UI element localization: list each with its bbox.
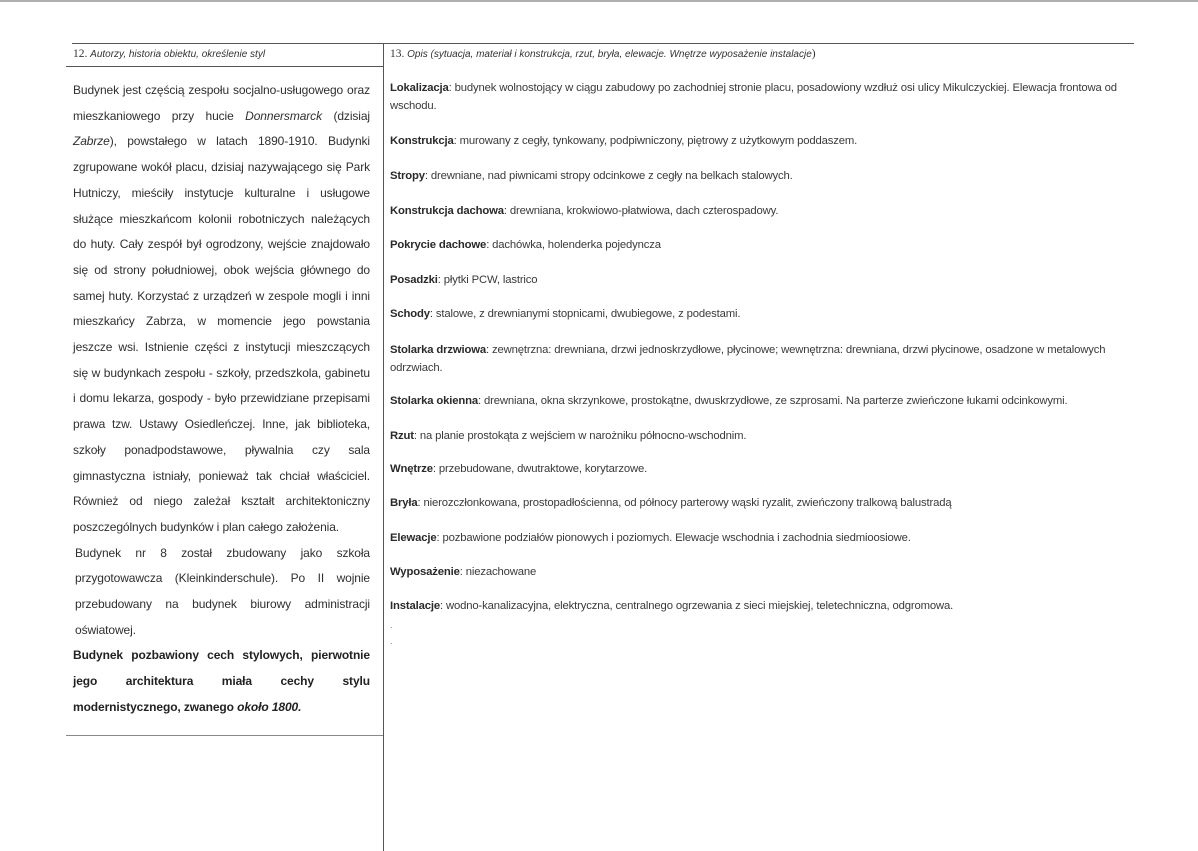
entry-value: : murowany z cegły, tynkowany, podpiwniczony, piętrowy z użytkowym poddaszem. (453, 135, 858, 147)
entry-label: Stolarka okienna (390, 395, 479, 407)
left-column-header (73, 48, 265, 60)
entry-label: Konstrukcja dachowa (390, 205, 504, 217)
entry-value: : niezachowane (459, 566, 537, 578)
right-column-header (390, 48, 816, 60)
description-entry (390, 133, 1135, 151)
history-paragraph (73, 78, 370, 541)
trailing-dot: . (390, 636, 393, 646)
top-rule (72, 43, 1134, 44)
entry-value: : wodno-kanalizacyjna, elektryczna, centralnego ogrzewania z sieci miejskiej, teletechniczna, odgromowa. (440, 600, 954, 612)
description-entry (390, 272, 1135, 290)
left-column-title: Autorzy, historia obiektu, określenie styl (90, 49, 266, 60)
entry-value: : zewnętrzna: drewniana, drzwi jednoskrzydłowe, płycinowe; wewnętrzna: drewniana, drzwi płycinowe, osadzone w metalowych odrzwiach. (390, 344, 1106, 374)
description-entry (390, 564, 1135, 582)
entry-label: Wyposażenie (390, 566, 460, 578)
building-history-paragraph: Budynek nr 8 został zbudowany jako szkoła przygotowawcza (Kleinkinderschule). Po II wojnie przebudowany na budynek biurowy administracji oświatowej. (75, 545, 370, 637)
entry-label: Posadzki (390, 274, 438, 286)
entry-label: Konstrukcja (390, 135, 454, 147)
history-text-segment: ), powstałego w latach 1890-1910. Budynki zgrupowane wokół placu, dzisiaj nazywającego się Park Hutniczy, mieściły instytucje kulturalne i usługowe służące mieszkańcom kolonii robotniczych należących do huty. Cały zespół był ogrodzony, wejście znajdowało się od strony południowej, obok wejścia głównego do samej huty. Korzystać z urządzeń w zespole mogli i inni mieszkańcy Zabrza, w momencie jego powstania jeszcze wsi. Istnienie części z instytucji mieszczących się w budynkach zespołu - szkoły, przedszkola, gabinetu i domu lekarza, gospody - było przewidziane przepisami prawa tzw. Ustawy Osiedleńczej. Inne, jak biblioteka, szkoły ponadpodstawowe, pływalnia czy sala gimnastyczna istniały, ponieważ tak chciał właściciel. Również od niego zależał kształt architektoniczny poszczególnych budynków i plan całego założenia. (73, 134, 370, 534)
description-entry (390, 237, 1135, 255)
description-entry (390, 598, 1135, 616)
history-text-segment: Budynek jest częścią zespołu socjalno-usługowego oraz mieszkaniowego przy hucie (73, 83, 370, 123)
entry-value: : płytki PCW, lastrico (437, 274, 538, 286)
history-text-italic: Donnersmarck (245, 108, 322, 123)
style-text: Budynek pozbawiony cech stylowych, pierwotnie jego architektura miała cechy stylu modernistycznego, zwanego (73, 648, 370, 714)
right-column-title-close: ) (811, 48, 816, 60)
entry-value: : budynek wolnostojący w ciągu zabudowy po zachodniej stronie placu, posadowiony wzdłuż osi ulicy Mikulczyckiej. Elewacja frontowa od wschodu. (390, 82, 1117, 112)
description-entry (390, 461, 1135, 479)
description-entry (390, 530, 1135, 548)
description-entry (390, 495, 1135, 513)
style-text-italic: około 1800. (237, 699, 302, 714)
column-divider (383, 43, 384, 851)
entry-label: Rzut (390, 430, 414, 442)
description-entry (390, 342, 1135, 377)
style-paragraph (73, 643, 370, 720)
history-text-italic: Zabrze (73, 134, 110, 149)
description-entry (390, 80, 1135, 115)
left-header-rule (66, 66, 383, 67)
trailing-dot: . (390, 620, 393, 630)
entry-value: : nierozczłonkowana, prostopadłościenna, od północy parterowy wąski ryzalit, zwieńczony tralkową balustradą (417, 497, 952, 509)
entry-label: Bryła (390, 497, 418, 509)
entry-label: Schody (390, 308, 430, 320)
entry-value: : drewniana, krokwiowo-płatwiowa, dach czterospadowy. (503, 205, 779, 217)
entry-label: Instalacje (390, 600, 440, 612)
right-column-number: 13. (390, 48, 405, 60)
entry-label: Stropy (390, 170, 425, 182)
entry-value: : przebudowane, dwutraktowe, korytarzowe. (432, 463, 648, 475)
entry-value: : na planie prostokąta z wejściem w narożniku północno-wschodnim. (413, 430, 747, 442)
right-column-title: Opis (sytuacja, materiał i konstrukcja, rzut, bryła, elewacje. Wnętrze wyposażenie instalacje (407, 49, 812, 60)
description-entry (390, 168, 1135, 186)
left-bottom-rule (66, 735, 383, 736)
history-text (73, 78, 370, 721)
left-column-number: 12. (73, 48, 88, 60)
entry-label: Wnętrze (390, 463, 433, 475)
description-entry (390, 306, 1135, 324)
entry-value: : drewniana, okna skrzynkowe, prostokątne, dwuskrzydłowe, ze szprosami. Na parterze zwieńczone łukami odcinkowymi. (478, 395, 1068, 407)
entry-value: : dachówka, holenderka pojedyncza (486, 239, 661, 251)
entry-label: Stolarka drzwiowa (390, 344, 487, 356)
entry-value: : drewniane, nad piwnicami stropy odcinkowe z cegły na belkach stalowych. (424, 170, 793, 182)
description-entry (390, 393, 1135, 411)
entry-value: : stalowe, z drewnianymi stopnicami, dwubiegowe, z podestami. (429, 308, 741, 320)
description-entry (390, 203, 1135, 221)
scan-edge (0, 0, 1198, 2)
history-text-segment: (dzisiaj (321, 108, 370, 123)
description-entry (390, 428, 1135, 446)
entry-label: Elewacje (390, 532, 437, 544)
entry-label: Lokalizacja (390, 82, 449, 94)
entry-value: : pozbawione podziałów pionowych i poziomych. Elewacje wschodnia i zachodnia siedmioosiowe. (436, 532, 911, 544)
entry-label: Pokrycie dachowe (390, 239, 487, 251)
